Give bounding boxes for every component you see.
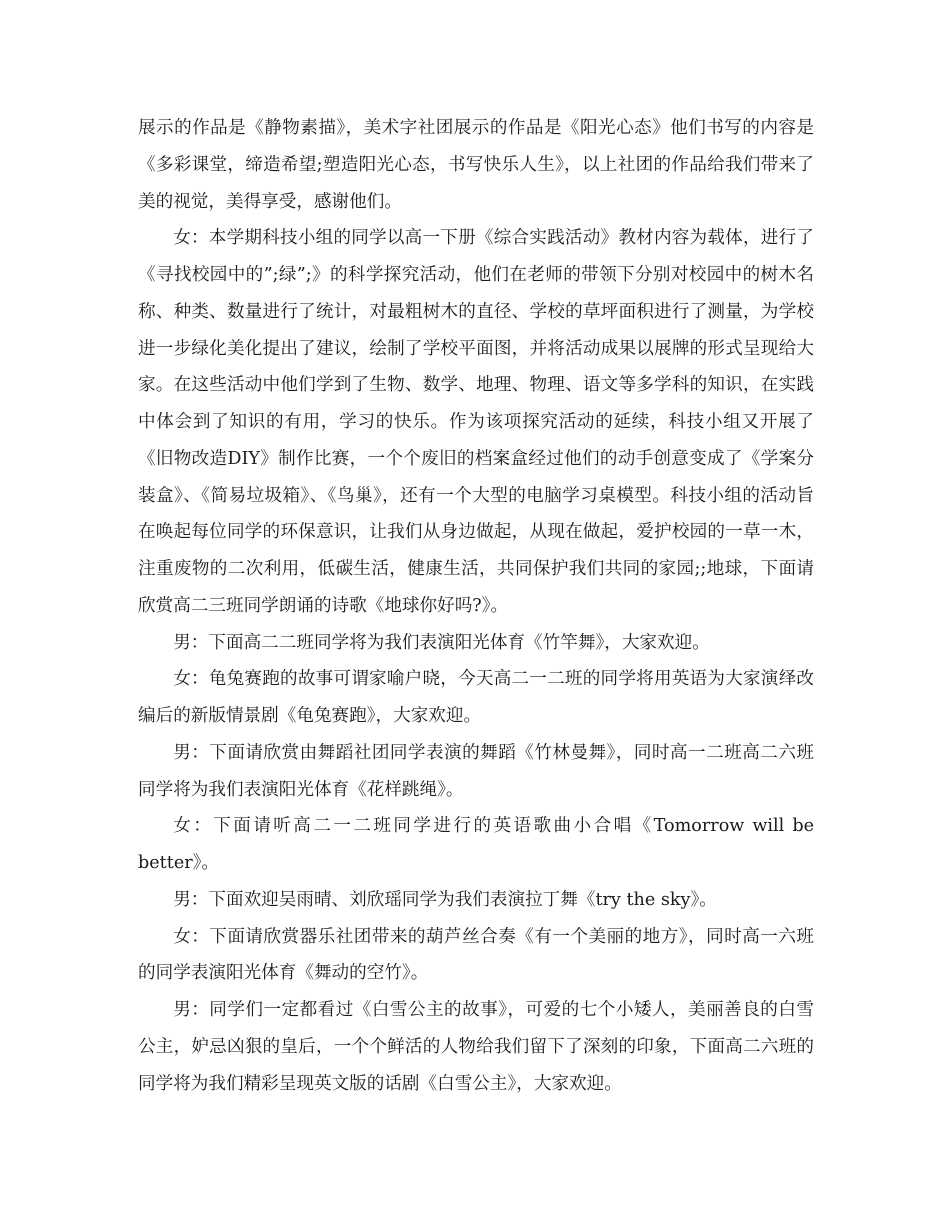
paragraph-snow-white: 男：同学们一定都看过《白雪公主的故事》，可爱的七个小矮人，美丽善良的白雪公主，妒忌凶狠的皇后，一个个鲜活的人物给我们留下了深刻的印象，下面高二六班的同学将为我们精彩呈现英文版的话剧《白雪公主》，大家欢迎。	[138, 1000, 814, 1094]
paragraph-bamboo-dance: 男：下面请欣赏由舞蹈社团同学表演的舞蹈《竹林曼舞》，同时高一二班高二六班同学将为我们表演阳光体育《花样跳绳》。	[138, 742, 814, 800]
paragraph-bamboo-pole-dance: 男：下面高二二班同学将为我们表演阳光体育《竹竿舞》，大家欢迎。	[173, 632, 710, 653]
paragraph-continuation: 展示的作品是《静物素描》，美术字社团展示的作品是《阳光心态》他们书写的内容是《多彩课堂，缔造希望;塑造阳光心态，书写快乐人生》，以上社团的作品给我们带来了美的视觉，美得享受，感谢他们。	[138, 118, 814, 212]
paragraph-science-group: 女：本学期科技小组的同学以高一下册《综合实践活动》教材内容为载体，进行了《寻找校园中的”;绿”;》的科学探究活动，他们在老师的带领下分别对校园中的树木名称、种类、数量进行了统计，对最粗树木的直径、学校的草坪面积进行了测量，为学校进一步绿化美化提出了建议，绘制了学校平面图，并将活动成果以展牌的形式呈现给大家。在这些活动中他们学到了生物、数学、地理、物理、语文等多学科的知识，在实践中体会到了知识的有用，学习的快乐。作为该项探究活动的延续，科技小组又开展了《旧物改造DIY》制作比赛，一个个废旧的档案盒经过他们的动手创意变成了《学案分装盒》、《简易垃圾箱》、《鸟巢》，还有一个大型的电脑学习桌模型。科技小组的活动旨在唤起每位同学的环保意识，让我们从身边做起，从现在做起，爱护校园的一草一木，注重废物的二次利用，低碳生活，健康生活，共同保护我们共同的家园;;地球，下面请欣赏高二三班同学朗诵的诗歌《地球你好吗?》。	[138, 228, 814, 616]
paragraph-tortoise-hare: 女：龟兔赛跑的故事可谓家喻户晓，今天高二一二班的同学将用英语为大家演绎改编后的新版情景剧《龟兔赛跑》，大家欢迎。	[138, 669, 814, 726]
document-body	[138, 110, 814, 1102]
paragraph-english-song: 女：下面请听高二一二班同学进行的英语歌曲小合唱《Tomorrow will be better》。	[138, 816, 814, 873]
paragraph-cucurbit-flute: 女：下面请欣赏器乐社团带来的葫芦丝合奏《有一个美丽的地方》，同时高一六班的同学表演阳光体育《舞动的空竹》。	[138, 926, 814, 984]
paragraph-latin-dance: 男：下面欢迎吴雨晴、刘欣瑶同学为我们表演拉丁舞《try the sky》。	[173, 889, 717, 910]
